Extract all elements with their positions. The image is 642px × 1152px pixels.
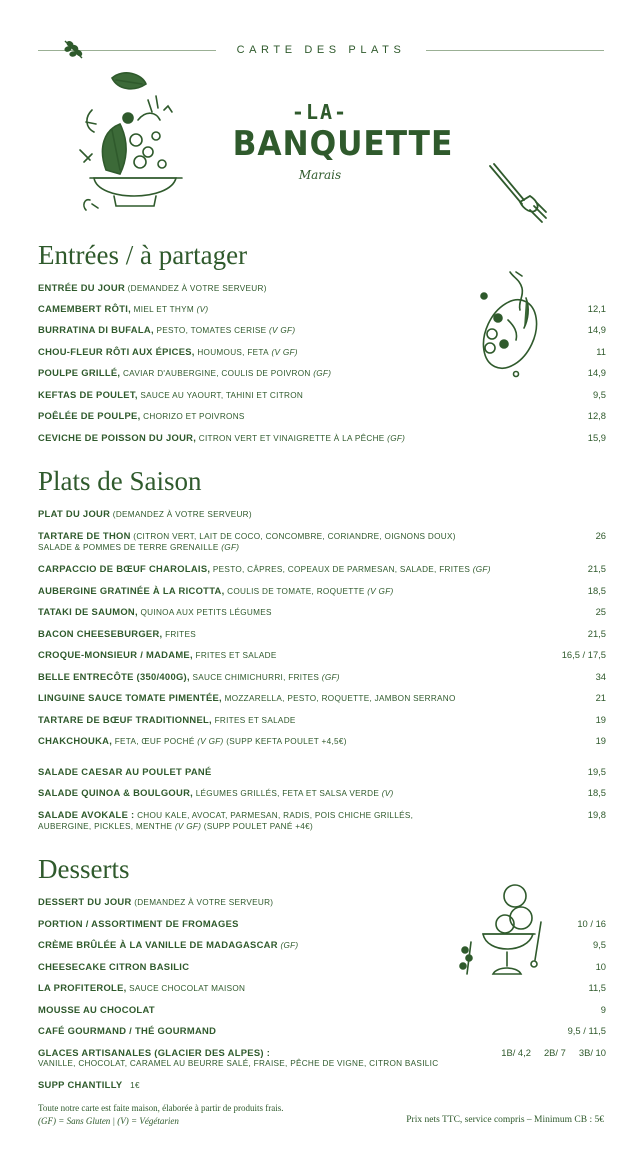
item-desc: CAVIAR D'AUBERGINE, COULIS DE POIVRON [122, 369, 311, 378]
item-desc: LÉGUMES GRILLÉS, FETA ET SALSA VERDE [195, 789, 380, 798]
item-tag: (V) [196, 305, 209, 314]
item-name: TATAKI DE SAUMON, [38, 606, 138, 617]
item-name: BACON CHEESEBURGER, [38, 628, 163, 639]
list-item [38, 324, 606, 336]
item-price: 9 [600, 1004, 606, 1015]
item-desc: (CITRON VERT, LAIT DE COCO, CONCOMBRE, CORIANDRE, OIGNONS DOUX) [133, 532, 456, 541]
item-name: GLACES ARTISANALES (GLACIER DES ALPES) : [38, 1047, 271, 1058]
item-tag: (V GF) [174, 822, 202, 831]
item-price: 16,5 / 17,5 [561, 649, 606, 660]
herb-sprig-icon [62, 38, 86, 62]
item-desc: FRITES [165, 630, 196, 639]
list-item [38, 282, 606, 294]
item-name: KEFTAS DE POULET, [38, 389, 138, 400]
item-price: 25 [595, 606, 606, 617]
item-tag: (GF) [321, 673, 340, 682]
item-tag: (V GF) [197, 737, 224, 746]
item-tag: (V GF) [271, 348, 298, 357]
item-desc: HOUMOUS, FETA [197, 348, 269, 357]
salad-bowl-icon [76, 70, 196, 215]
list-item [38, 714, 606, 726]
list-item [38, 982, 606, 994]
item-name: PLAT DU JOUR [38, 508, 111, 519]
item-name: TARTARE DE BŒUF TRADITIONNEL, [38, 714, 212, 725]
item-price: 9,5 [592, 389, 606, 400]
item-price: 10 [595, 961, 606, 972]
list-item [38, 1025, 606, 1036]
list-item [38, 389, 606, 401]
item-name: BELLE ENTRECÔTE (350/400G), [38, 671, 190, 682]
item-price: 34 [595, 671, 606, 682]
item-tag: (GF) [221, 543, 240, 552]
list-item [38, 1079, 606, 1091]
item-desc: FRITES ET SALADE [195, 651, 277, 660]
item-price: 11,5 [588, 982, 606, 993]
list-item [38, 530, 606, 553]
list-item [38, 410, 606, 422]
fork-icon [486, 160, 548, 228]
item-desc-line2: AUBERGINE, PICKLES, MENTHE [38, 822, 173, 831]
item-desc: SAUCE AU YAOURT, TAHINI ET CITRON [140, 391, 304, 400]
item-price: 19 [595, 735, 606, 746]
item-name: SALADE AVOKALE : [38, 809, 135, 820]
item-price: 14,9 [587, 324, 606, 335]
list-item [38, 809, 606, 832]
item-name: PORTION / ASSORTIMENT DE FROMAGES [38, 918, 239, 929]
item-desc: (DEMANDEZ À VOTRE SERVEUR) [112, 510, 252, 519]
item-name: SUPP CHANTILLY [38, 1079, 123, 1090]
item-price: 15,9 [587, 432, 606, 443]
item-price: 10 / 16 [577, 918, 606, 929]
item-tag: (GF) [472, 565, 491, 574]
item-desc: SAUCE CHOCOLAT MAISON [129, 984, 246, 993]
footer-notes [38, 1102, 284, 1128]
item-name: TARTARE DE THON [38, 530, 131, 541]
item-desc: CITRON VERT ET VINAIGRETTE À LA PÊCHE [198, 434, 385, 443]
item-desc: COULIS DE TOMATE, ROQUETTE [227, 587, 365, 596]
footer-line-2: (GF) = Sans Gluten | (V) = Végétarien [38, 1116, 179, 1126]
list-item [38, 346, 606, 358]
item-desc: FRITES ET SALADE [214, 716, 296, 725]
item-name: CAFÉ GOURMAND / THÉ GOURMAND [38, 1025, 217, 1036]
item-price: 26 [595, 530, 606, 541]
list-item [38, 787, 606, 799]
item-name: CARPACCIO DE BŒUF CHAROLAIS, [38, 563, 211, 574]
carte-title: CARTE DES PLATS [236, 44, 406, 56]
item-price: 9,5 / 11,5 [567, 1025, 606, 1036]
item-price: 21,5 [587, 628, 606, 639]
logo-sub: Marais [298, 168, 342, 182]
list-item [38, 766, 606, 777]
item-name: CROQUE-MONSIEUR / MADAME, [38, 649, 193, 660]
item-price: 19 [595, 714, 606, 725]
item-desc-extra: (SUPP KEFTA POULET +4,5€) [226, 737, 347, 746]
item-desc: CHOU KALE, AVOCAT, PARMESAN, RADIS, POIS CHICHE GRILLÉS, [137, 811, 414, 820]
item-price: 18,5 [587, 585, 606, 596]
item-tag: (V GF) [269, 326, 296, 335]
item-price: 9,5 [592, 939, 606, 950]
item-desc-line2: SALADE & POMMES DE TERRE GRENAILLE [38, 543, 219, 552]
item-desc: PESTO, CÂPRES, COPEAUX DE PARMESAN, SALADE, FRITES [212, 565, 471, 574]
list-item [38, 649, 606, 661]
list-item [38, 896, 606, 908]
footer-line-1: Toute notre carte est faite maison, élaborée à partir de produits frais. [38, 1103, 284, 1113]
item-price: 12,8 [587, 410, 606, 421]
list-item [38, 735, 606, 747]
item-price: 21,5 [587, 563, 606, 574]
list-item [38, 606, 606, 618]
item-price: 19,8 [587, 809, 606, 820]
item-name: LA PROFITEROLE, [38, 982, 127, 993]
item-desc: FETA, ŒUF POCHÉ [114, 737, 195, 746]
item-tag: (GF) [387, 434, 406, 443]
item-price: 18,5 [587, 787, 606, 798]
list-item [38, 692, 606, 704]
list-item [38, 1047, 606, 1069]
item-tag: (GF) [280, 941, 299, 950]
item-name: SALADE CAESAR AU POULET PANÉ [38, 766, 212, 777]
list-item [38, 432, 606, 444]
list-item [38, 508, 606, 520]
list-item [38, 628, 606, 640]
list-item [38, 1004, 606, 1015]
item-name: BURRATINA DI BUFALA, [38, 324, 154, 335]
item-name: CHAKCHOUKA, [38, 735, 113, 746]
footer-prices-note: Prix nets TTC, service compris – Minimum CB : 5€ [406, 1115, 604, 1125]
item-desc: QUINOA AUX PETITS LÉGUMES [140, 608, 272, 617]
item-price: 14,9 [587, 367, 606, 378]
item-desc: CHORIZO ET POIVRONS [143, 412, 245, 421]
list-item [38, 563, 606, 575]
list-item [38, 961, 606, 972]
item-price: 21 [595, 692, 606, 703]
item-price: 1B/ 4,2 2B/ 7 3B/ 10 [501, 1047, 606, 1058]
item-desc: (DEMANDEZ À VOTRE SERVEUR) [134, 898, 274, 907]
item-price: 19,5 [587, 766, 606, 777]
item-tag: (V GF) [367, 587, 394, 596]
section-title-desserts: Desserts [38, 854, 130, 884]
list-item [38, 585, 606, 597]
item-name: LINGUINE SAUCE TOMATE PIMENTÉE, [38, 692, 222, 703]
list-item [38, 939, 606, 951]
section-title-entrees: Entrées / à partager [38, 240, 248, 270]
list-item [38, 303, 606, 315]
item-tag: (GF) [313, 369, 332, 378]
section-title-plats: Plats de Saison [38, 466, 202, 496]
item-name: CAMEMBERT RÔTI, [38, 303, 132, 314]
item-name: SALADE QUINOA & BOULGOUR, [38, 787, 194, 798]
item-name: MOUSSE AU CHOCOLAT [38, 1004, 155, 1015]
item-name: CHOU-FLEUR RÔTI AUX ÉPICES, [38, 346, 195, 357]
item-desc: MIEL ET THYM [133, 305, 194, 314]
item-tag: (V) [381, 789, 394, 798]
item-desc: MOZZARELLA, PESTO, ROQUETTE, JAMBON SERRANO [224, 694, 456, 703]
list-item [38, 918, 606, 929]
item-name: ENTRÉE DU JOUR [38, 282, 126, 293]
item-price: 12,1 [587, 303, 606, 314]
item-desc-extra: (SUPP POULET PANÉ +4€) [203, 822, 314, 831]
logo-name: BANQUETTE [232, 124, 454, 164]
logo-la: -LA- [291, 100, 349, 124]
item-desc: 1€ [125, 1081, 140, 1090]
restaurant-logo [225, 100, 454, 182]
item-name: CEVICHE DE POISSON DU JOUR, [38, 432, 197, 443]
item-name: CRÈME BRÛLÉE À LA VANILLE DE MADAGASCAR [38, 939, 278, 950]
item-desc-line2: VANILLE, CHOCOLAT, CARAMEL AU BEURRE SALÉ, FRAISE, PÊCHE DE VIGNE, CITRON BASILIC [38, 1059, 439, 1068]
item-name: POÊLÉE DE POULPE, [38, 410, 141, 421]
list-item [38, 367, 606, 379]
item-desc: (DEMANDEZ À VOTRE SERVEUR) [127, 284, 267, 293]
item-desc: PESTO, TOMATES CERISE [156, 326, 267, 335]
list-item [38, 671, 606, 683]
item-desc: SAUCE CHIMICHURRI, FRITES [192, 673, 320, 682]
item-name: DESSERT DU JOUR [38, 896, 132, 907]
item-price: 11 [596, 346, 606, 357]
item-name: AUBERGINE GRATINÉE À LA RICOTTA, [38, 585, 225, 596]
item-name: CHEESECAKE CITRON BASILIC [38, 961, 190, 972]
item-name: POULPE GRILLÉ, [38, 367, 121, 378]
